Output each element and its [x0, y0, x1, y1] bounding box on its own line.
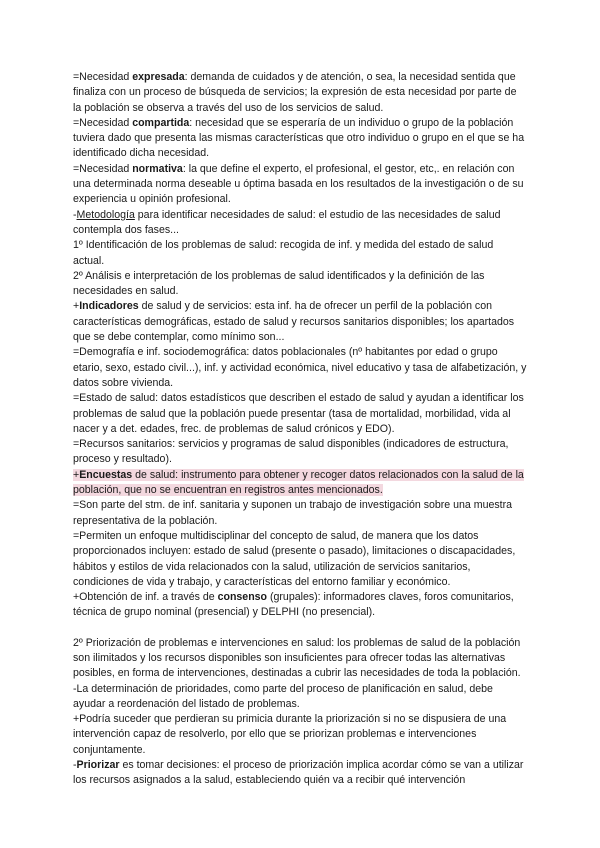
paragraph-priorizar: -Priorizar es tomar decisiones: el proceso de priorización implica acordar cómo se van a utilizar los recursos asignados a la salud, estableciendo quién va a recibir qué intervención — [73, 759, 524, 787]
paragraph-consenso: +Obtención de inf. a través de consenso (grupales): informadores claves, foros comunitarios, técnica de grupo nominal (presencial) y DELPHI (no presencial). — [73, 591, 514, 619]
paragraph-spacer — [73, 621, 527, 636]
paragraph-stm-inf: =Son parte del stm. de inf. sanitaria y suponen un trabajo de investigación sobre una muestra representativa de la población. — [73, 499, 513, 527]
paragraph-metodologia: -Metodología para identificar necesidades de salud: el estudio de las necesidades de salud contempla dos fases... — [73, 208, 501, 236]
paragraph-necesidad-normativa: =Necesidad normativa: la que define el experto, el profesional, el gestor, etc,. en relación con una determinada norma deseable u óptima basada en los resultados de la investigación o de su experiencia u opinión profesional. — [73, 162, 524, 206]
paragraph-determinacion-prioridades: -La determinación de prioridades, como parte del proceso de planificación en salud, debe ayudar a reordenación del listado de problemas. — [73, 682, 493, 710]
paragraph-primicia: +Podría suceder que perdieran su primicia durante la priorización si no se dispusiera de una intervención capaz de resolverlo, por ello que se priorizan problemas e intervenciones conjuntamente. — [73, 713, 507, 756]
paragraph-estado-salud: =Estado de salud: datos estadísticos que describen el estado de salud y ayudan a identificar los problemas de salud que la población puede presentar (tasa de mortalidad, morbilidad, vida al nacer y a det. edades, frec. de problemas de salud crónicos y EDO). — [73, 392, 524, 435]
paragraph-recursos-sanitarios: =Recursos sanitarios: servicios y programas de salud disponibles (indicadores de estructura, proceso y resultado). — [73, 438, 509, 466]
paragraph-fase-2: 2º Análisis e interpretación de los problemas de salud identificados y la definición de las necesidades en salud. — [73, 269, 485, 298]
paragraph-necesidad-compartida: =Necesidad compartida: necesidad que se esperaría de un individuo o grupo de la población tuviera dado que presenta las mismas características que otro individuo o grupo en el que se ha identificado dicha necesidad. — [73, 116, 525, 160]
paragraph-priorizacion: 2º Priorización de problemas e intervenciones en salud: los problemas de salud de la población son ilimitados y los recursos disponibles son insuficientes para ofrecer todas las alternativas posibles, en forma de intervenciones, destinadas a cubrir las necesidades de toda la población. — [73, 636, 521, 680]
document-body — [73, 70, 527, 789]
paragraph-fase-1: 1º Identificación de los problemas de salud: recogida de inf. y medida del estado de salud actual. — [73, 239, 494, 267]
paragraph-necesidad-expresada: =Necesidad expresada: demanda de cuidados y de atención, o sea, la necesidad sentida que finaliza con un proceso de búsqueda de servicios; la expresión de esta necesidad por parte de la población se observa a través del uso de los servicios de salud. — [73, 71, 517, 114]
paragraph-encuestas-highlighted: +Encuestas de salud: instrumento para obtener y recoger datos relacionados con la salud de la población, que no se encuentran en registros antes mencionados. — [73, 468, 524, 497]
paragraph-indicadores: +Indicadores de salud y de servicios: esta inf. ha de ofrecer un perfil de la población con características demográficas, estado de salud y recursos sanitarios disponibles; los apartados que se debe contemplar, como mínimo son... — [73, 300, 515, 344]
paragraph-demografia: =Demografía e inf. sociodemográfica: datos poblacionales (nº habitantes por edad o grupo etario, sexo, estado civil...), inf. y actividad económica, nivel educativo y tasa de alfabetización, y datos sobre vivienda. — [73, 346, 527, 389]
paragraph-enfoque-multidisciplinar: =Permiten un enfoque multidisciplinar del concepto de salud, de manera que los datos proporcionados incluyen: estado de salud (presente o pasado), limitaciones o discapacidades, hábitos y estilos de vida relacionados con la salud, utilización de servicios sanitarios, condiciones de vida y trabajo, y características del entorno familiar y económico. — [73, 529, 516, 588]
